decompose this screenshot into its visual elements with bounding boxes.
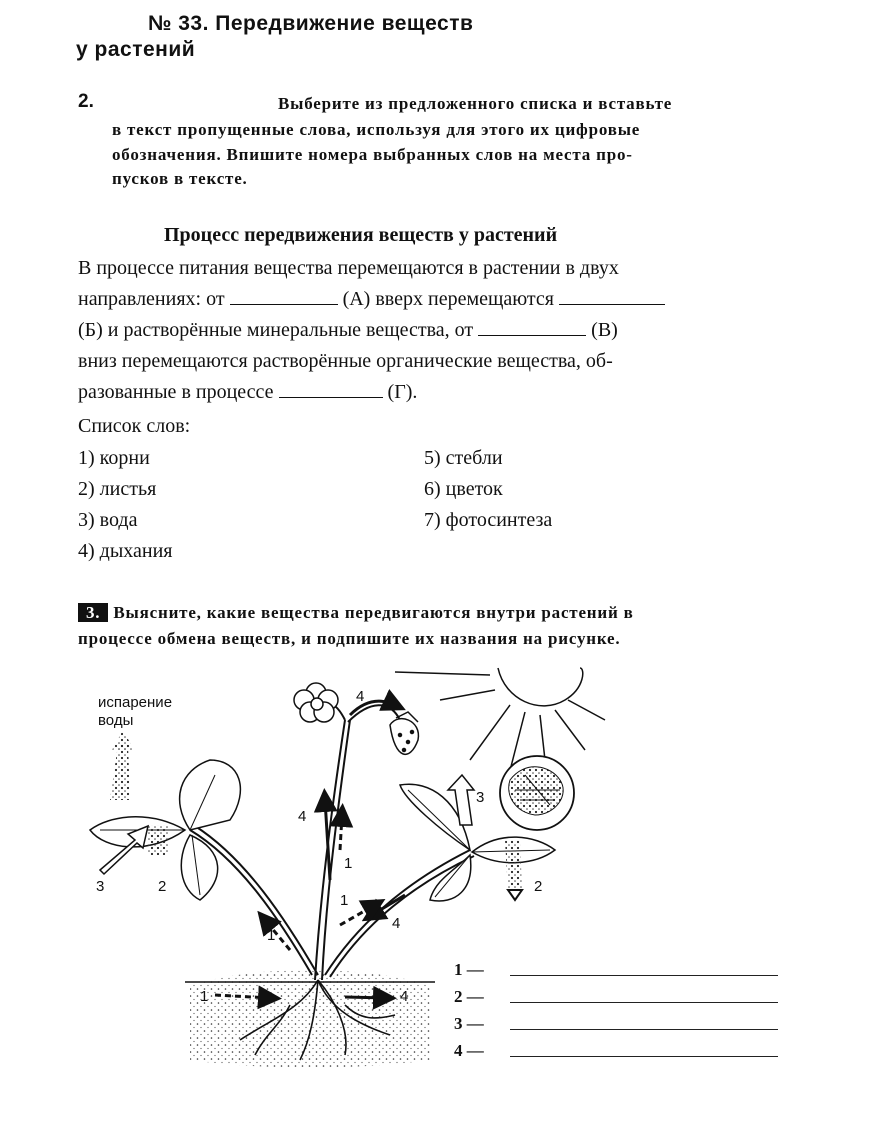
strawberry (390, 712, 418, 754)
paragraph-line4: вниз перемещаются растворённые органические вещества, об- (78, 350, 613, 372)
word-list-item: 4) дыхания (78, 540, 173, 562)
figure-label: 1 (267, 927, 276, 944)
answer-row (454, 960, 484, 980)
task-2-instruction-line3: обозначения. Впишите номера выбранных слов на места про- (112, 145, 633, 164)
figure-label: 2 (534, 878, 543, 895)
paragraph-line1: В процессе питания вещества перемещаются в растении в двух (78, 257, 619, 279)
evaporation-stream (110, 745, 130, 800)
answer-number: 4 — (454, 1041, 484, 1060)
figure-label: 1 (344, 855, 353, 872)
stems (190, 702, 474, 980)
answer-line-1[interactable] (510, 974, 778, 976)
paragraph-text: (Б) и растворённые минеральные вещества, от (78, 319, 474, 341)
answer-number: 2 — (454, 987, 484, 1006)
paragraph-text: (А) вверх перемещаются (342, 288, 554, 310)
section-heading: Процесс передвижения веществ у растений (164, 224, 558, 246)
page-title: № 33. Передвижение веществ (148, 12, 474, 35)
word-list-item: 2) листья (78, 478, 157, 500)
evaporation-label-line2: воды (98, 712, 134, 729)
answer-number: 3 — (454, 1014, 484, 1033)
answer-row (454, 1041, 484, 1061)
paragraph-text: разованные в процессе (78, 381, 274, 403)
paragraph-text: (Г). (387, 381, 418, 403)
answer-line-3[interactable] (510, 1028, 778, 1030)
answer-row (454, 1014, 484, 1034)
task-2-instruction-line1: Выберите из предложенного списка и вставьте (278, 94, 673, 113)
figure-label: 4 (356, 688, 365, 705)
task-2-number: 2. (78, 91, 94, 112)
figure-label: 3 (96, 878, 105, 895)
evaporation-label (98, 694, 172, 730)
sun (395, 668, 605, 790)
task-3-line2: процессе обмена веществ, и подпишите их названия на рисунке. (78, 629, 621, 648)
task-2-instruction-line2: в текст пропущенные слова, используя для этого их цифровые (112, 120, 641, 139)
answer-row (454, 987, 484, 1007)
figure-label: 4 (392, 915, 401, 932)
page-title-line2: у растений (76, 38, 196, 61)
word-list-item: 7) фотосинтеза (424, 509, 553, 531)
figure-label: 4 (298, 808, 307, 825)
task-3-text: Выясните, какие вещества передвигаются внутри растений в (113, 603, 634, 622)
figure-label: 1 (340, 892, 349, 909)
task-3-number: 3. (78, 603, 108, 622)
evaporation-label-line1: испарение (98, 694, 173, 711)
paragraph-text: (В) (591, 319, 618, 341)
soil (190, 970, 430, 1068)
arrow-4 (325, 701, 405, 998)
figure-label: 1 (200, 988, 209, 1005)
leaf-cell-magnifier (500, 756, 574, 830)
task-2-instruction-line4: пусков в тексте. (112, 169, 248, 188)
flower (294, 683, 338, 722)
arrow-2 (508, 890, 522, 900)
word-list-item: 6) цветок (424, 478, 503, 500)
word-list-title: Список слов: (78, 415, 191, 437)
answer-line-2[interactable] (510, 1001, 778, 1003)
figure-label: 4 (400, 988, 409, 1005)
word-list-item: 3) вода (78, 509, 138, 531)
paragraph-text: направлениях: от (78, 288, 225, 310)
figure-label: 3 (476, 789, 485, 806)
word-list-item: 1) корни (78, 447, 150, 469)
answer-line-4[interactable] (510, 1055, 778, 1057)
answer-number: 1 — (454, 960, 484, 979)
word-list-item: 5) стебли (424, 447, 503, 469)
figure-label: 2 (158, 878, 167, 895)
